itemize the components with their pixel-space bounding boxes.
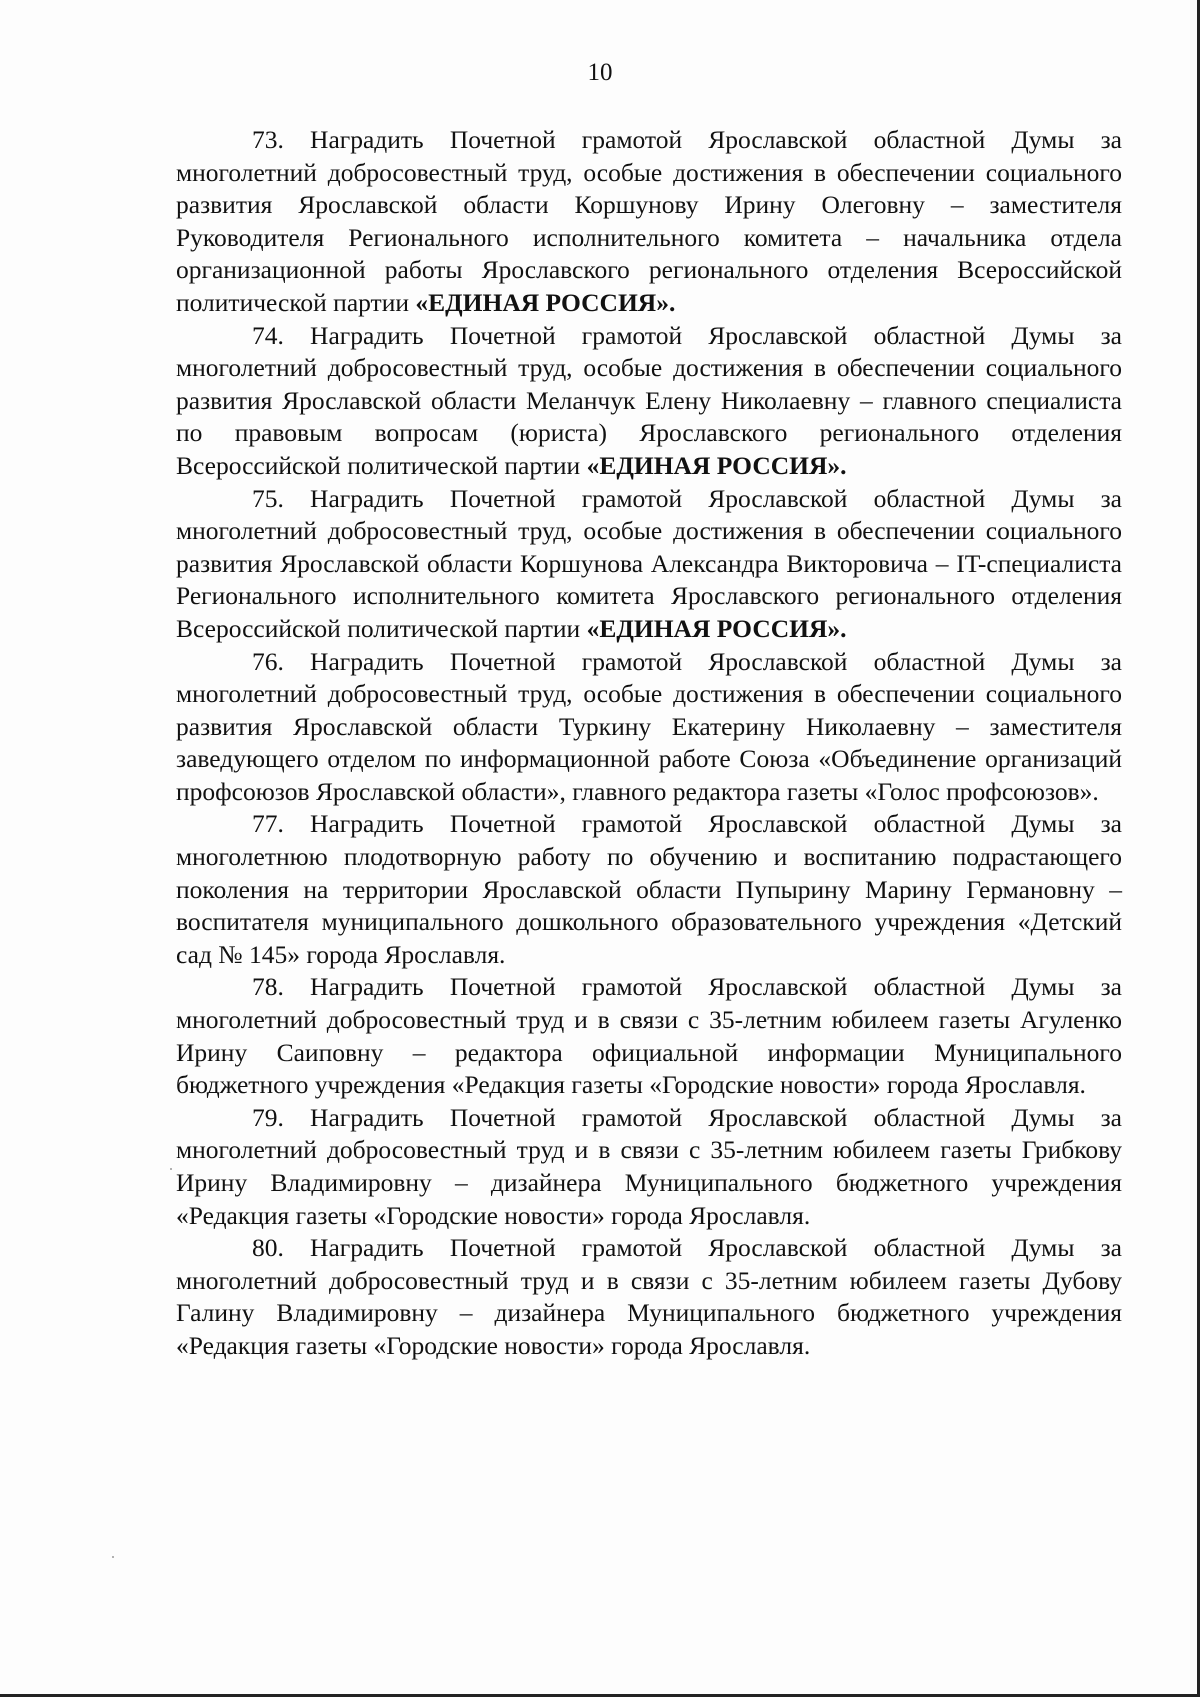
paragraph-79 xyxy=(176,1102,1122,1232)
paragraph-74 xyxy=(176,320,1122,483)
paragraph-text: 76. Наградить Почетной грамотой Ярославской областной Думы за многолетний добросовестный труд, особые достижения в обеспечении социального развития Ярославской области Туркину Екатерину Николаевну – заместителя заведующего отделом по информационной работе Союза «Объединение организаций профсоюзов Ярославской области», главного редактора газеты «Голос профсоюзов». xyxy=(176,646,1122,806)
paragraph-text: 77. Наградить Почетной грамотой Ярославской областной Думы за многолетнюю плодотворную работу по обучению и воспитанию подрастающего поколения на территории Ярославской области Пупырину Марину Германовну – воспитателя муниципального дошкольного образовательного учреждения «Детский сад № 145» города Ярославля. xyxy=(176,809,1122,969)
paragraph-text: 78. Наградить Почетной грамотой Ярославской областной Думы за многолетний добросовестный труд и в связи с 35-летним юбилеем газеты Агуленко Ирину Саиповну – редактора официальной информации Муниципального бюджетного учреждения «Редакция газеты «Городские новости» города Ярославля. xyxy=(176,972,1122,1100)
paragraph-80 xyxy=(176,1232,1122,1362)
paragraph-text: 74. Наградить Почетной грамотой Ярославской областной Думы за многолетний добросовестный труд, особые достижения в обеспечении социального развития Ярославской области Меланчук Елену Николаевну – главного специалиста по правовым вопросам (юриста) Ярославского регионального отделения Всероссийской политической партии xyxy=(176,320,1122,480)
party-name: «ЕДИНАЯ РОССИЯ». xyxy=(415,287,676,317)
paragraph-text: 75. Наградить Почетной грамотой Ярославской областной Думы за многолетний добросовестный труд, особые достижения в обеспечении социального развития Ярославской области Коршунова Александра Викторовича – IT-специалиста Регионального исполнительного комитета Ярославского регионального отделения Всероссийской политической партии xyxy=(176,483,1122,643)
paragraph-text: 79. Наградить Почетной грамотой Ярославской областной Думы за многолетний добросовестный труд и в связи с 35-летним юбилеем газеты Грибкову Ирину Владимировну – дизайнера Муниципального бюджетного учреждения «Редакция газеты «Городские новости» города Ярославля. xyxy=(176,1102,1122,1230)
paragraph-73 xyxy=(176,124,1122,320)
page-number: 10 xyxy=(587,59,613,86)
paragraph-75 xyxy=(176,483,1122,646)
scan-speck xyxy=(112,1556,114,1558)
paragraph-text: 80. Наградить Почетной грамотой Ярославской областной Думы за многолетний добросовестный труд и в связи с 35-летним юбилеем газеты Дубову Галину Владимировну – дизайнера Муниципального бюджетного учреждения «Редакция газеты «Городские новости» города Ярославля. xyxy=(176,1233,1122,1360)
party-name: «ЕДИНАЯ РОССИЯ». xyxy=(586,613,847,643)
scan-speck xyxy=(170,1168,172,1170)
paragraph-76 xyxy=(176,646,1122,809)
document-body xyxy=(176,124,1122,1363)
paragraph-78 xyxy=(176,971,1122,1101)
paragraph-text: 73. Наградить Почетной грамотой Ярославской областной Думы за многолетний добросовестный труд, особые достижения в обеспечении социального развития Ярославской области Коршунову Ирину Олеговну – заместителя Руководителя Регионального исполнительного комитета – начальника отдела организационной работы Ярославского регионального отделения Всероссийской политической партии xyxy=(176,125,1122,317)
paragraph-77 xyxy=(176,808,1122,971)
party-name: «ЕДИНАЯ РОССИЯ». xyxy=(586,450,847,480)
